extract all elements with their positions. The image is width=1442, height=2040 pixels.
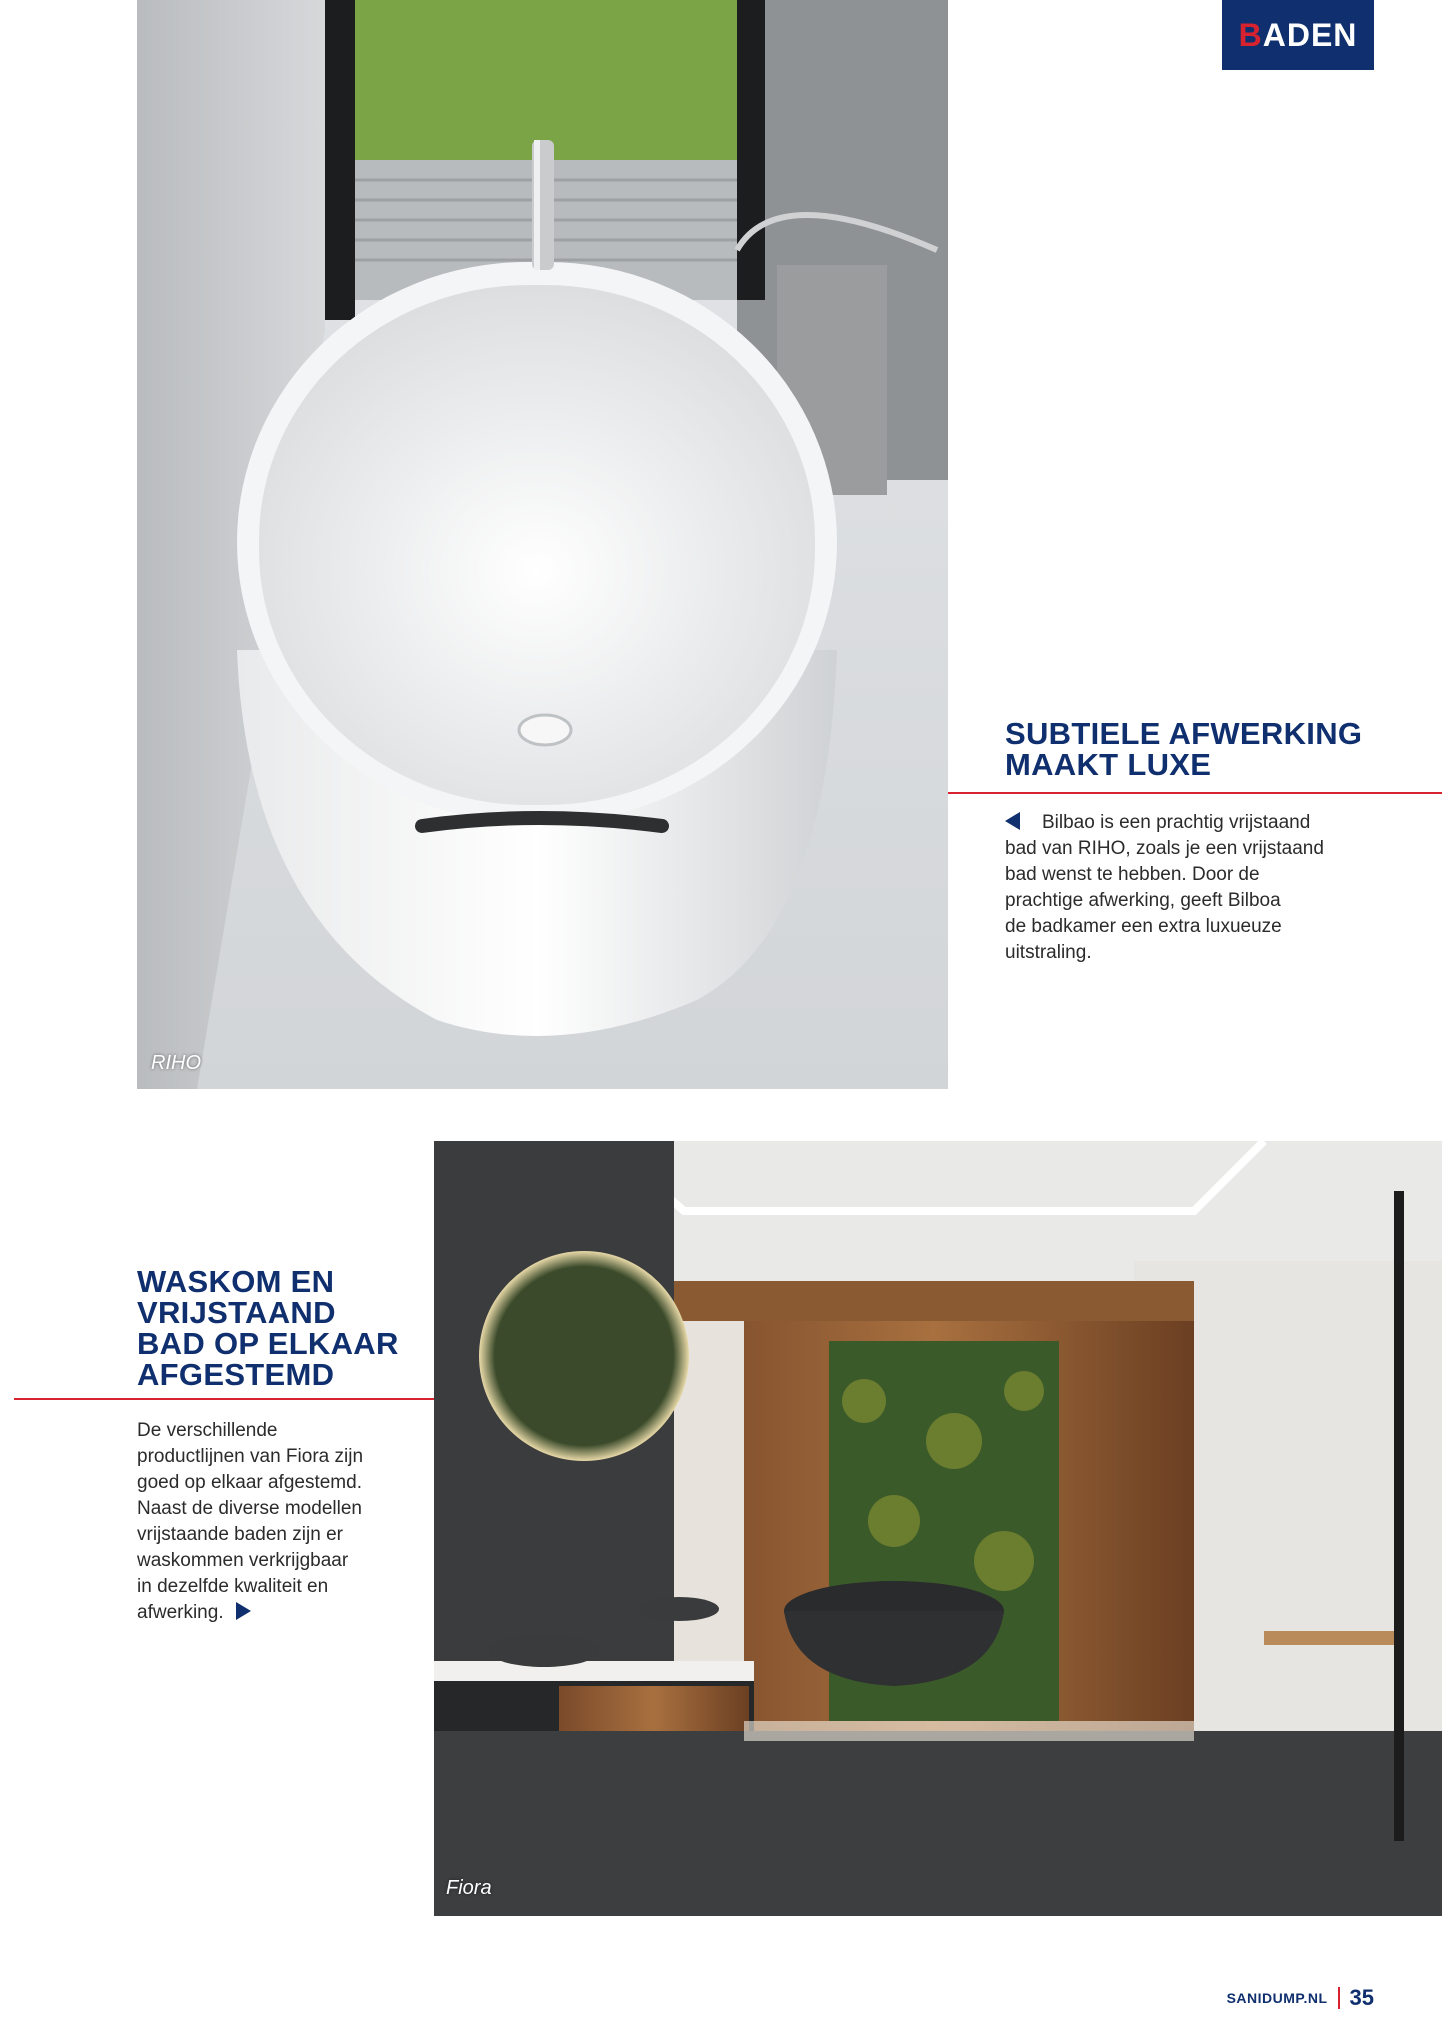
section-badge-initial: B [1238, 16, 1263, 53]
article2-heading-line2: VRIJSTAAND [137, 1295, 336, 1330]
article2-body-line4: Naast de diverse modellen [137, 1498, 362, 1519]
article1-divider [948, 792, 1442, 794]
photo-caption-riho: RIHO [151, 1052, 201, 1074]
article1-body [1005, 810, 1405, 966]
footer-separator [1338, 1987, 1340, 2009]
photo-fiora-bathroom [434, 1141, 1442, 1916]
article2-heading [137, 1266, 437, 1390]
article1-body-line4: prachtige afwerking, geeft Bilboa [1005, 890, 1281, 911]
arrow-left-icon [1005, 812, 1020, 830]
article2-body-line5: vrijstaande baden zijn er [137, 1524, 343, 1545]
article2-body [137, 1418, 427, 1626]
article1-body-line3: bad wenst te hebben. Door de [1005, 864, 1260, 885]
article1-heading-line1: SUBTIELE AFWERKING [1005, 716, 1363, 751]
arrow-right-icon [236, 1602, 251, 1620]
section-badge-rest: ADEN [1262, 16, 1358, 53]
photo-caption-fiora: Fiora [446, 1877, 492, 1899]
article1-body-line5: de badkamer een extra luxueuze [1005, 916, 1282, 937]
bathtub-illustration [137, 0, 948, 1089]
article2-body-line7: in dezelfde kwaliteit en [137, 1576, 329, 1597]
bathroom-illustration [434, 1141, 1442, 1916]
article1-body-line6: uitstraling. [1005, 942, 1092, 963]
article2-body-line8: afwerking. [137, 1600, 427, 1626]
article2-heading-line4: AFGESTEMD [137, 1357, 335, 1392]
article2-body-line1: De verschillende [137, 1420, 278, 1441]
article1-heading-line2: MAAKT LUXE [1005, 747, 1212, 782]
page-footer [1227, 1985, 1374, 2011]
page-number: 35 [1349, 1985, 1374, 2010]
article2-divider [14, 1398, 434, 1400]
article2-body-line2: productlijnen van Fiora zijn [137, 1446, 364, 1467]
article1-body-line2: bad van RIHO, zoals je een vrijstaand [1005, 838, 1324, 859]
article2-heading-line1: WASKOM EN [137, 1264, 335, 1299]
article2-body-line3: goed op elkaar afgestemd. [137, 1472, 362, 1493]
section-badge [1222, 0, 1374, 70]
article1-body-line1: Bilbao is een prachtig vrijstaand [1005, 810, 1405, 836]
photo-riho-bathtub [137, 0, 948, 1089]
footer-site-link[interactable]: SANIDUMP.NL [1226, 1990, 1328, 2006]
article1-heading [1005, 718, 1405, 780]
article2-body-line6: waskommen verkrijgbaar [137, 1550, 349, 1571]
article2-heading-line3: BAD OP ELKAAR [137, 1326, 399, 1361]
